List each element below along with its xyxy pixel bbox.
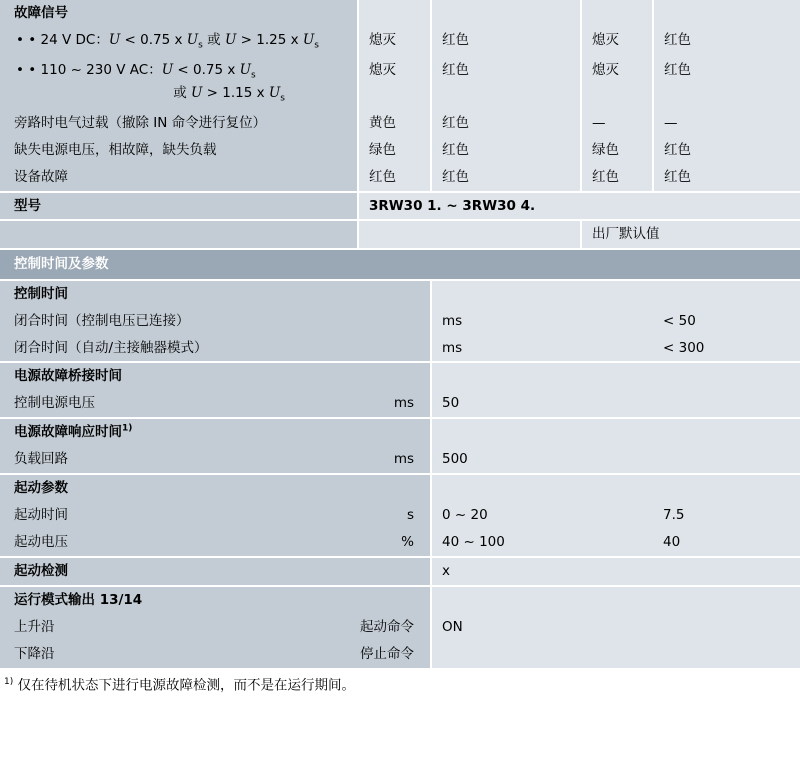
fault-row-110-230vac-v4: 红色 bbox=[664, 61, 691, 78]
row-control-supply-voltage-label-cell bbox=[0, 390, 431, 418]
row-rising-edge-value-cell bbox=[431, 614, 653, 641]
fault-row-device-fault-v3-cell bbox=[581, 164, 653, 192]
fault-row-24vdc-v2-cell bbox=[431, 27, 581, 57]
fault-row-110-230vac-v1-cell bbox=[358, 57, 431, 110]
fault-row-overload-label-cell bbox=[0, 110, 358, 137]
fault-row-device-fault-v3: 红色 bbox=[592, 168, 619, 185]
row-start-time-label-cell bbox=[0, 502, 431, 529]
model-value-cell bbox=[358, 192, 800, 221]
row-closing-time-connected-label: 闭合时间（控制电压已连接） bbox=[14, 312, 190, 329]
row-falling-edge bbox=[0, 641, 800, 668]
fault-row-110-230vac-label: • • 110 ~ 230 V AC：U < 0.75 x $U_s$ 或 U > 1.15 x $U_s$ bbox=[16, 61, 285, 104]
row-falling-edge-value bbox=[432, 641, 653, 655]
row-closing-time-connected-value-cell bbox=[653, 308, 800, 335]
fault-row-missing-supply-v4-cell bbox=[653, 137, 800, 164]
group-start-params-right bbox=[653, 474, 800, 502]
fault-row-overload-v1-cell bbox=[358, 110, 431, 137]
model-row bbox=[0, 192, 800, 221]
group-start-params-heading-row bbox=[0, 474, 800, 502]
row-start-time bbox=[0, 502, 800, 529]
row-control-supply-voltage-unit: ms bbox=[393, 395, 414, 412]
row-closing-time-connected-value: < 50 bbox=[663, 312, 696, 329]
model-label-cell bbox=[0, 192, 358, 221]
fault-row-overload-v3: — bbox=[592, 114, 606, 131]
row-control-supply-voltage-default-cell bbox=[653, 390, 800, 418]
fault-col1-header bbox=[358, 0, 431, 27]
row-load-circuit-row bbox=[0, 446, 430, 473]
row-closing-time-connected-unit: ms bbox=[442, 312, 463, 329]
fault-row-device-fault bbox=[0, 164, 800, 192]
group-control-time-heading-cell bbox=[0, 280, 431, 308]
row-closing-time-connected-label-cell bbox=[0, 308, 431, 335]
fault-col2-header bbox=[431, 0, 581, 27]
fault-row-overload-v1: 黄色 bbox=[369, 114, 396, 131]
factory-default-label: 出厂默认值 bbox=[592, 226, 660, 243]
row-closing-time-auto-unit-cell bbox=[431, 335, 653, 363]
group-response-time-right bbox=[653, 418, 800, 446]
fault-row-missing-supply-v3: 绿色 bbox=[592, 141, 619, 158]
fault-row-missing-supply-v2: 红色 bbox=[442, 141, 469, 158]
row-falling-edge-value-cell bbox=[431, 641, 653, 668]
fault-section-header-row bbox=[0, 0, 800, 27]
fault-row-24vdc-label: • • 24 V DC：U < 0.75 x $U_s$ 或 U > 1.25 x $U_s$ bbox=[16, 31, 319, 51]
group-bridging-time-heading-row bbox=[0, 362, 800, 390]
fault-row-missing-supply bbox=[0, 137, 800, 164]
row-rising-edge-default bbox=[653, 614, 800, 628]
row-start-voltage-label-cell bbox=[0, 529, 431, 557]
group-response-time-heading-row bbox=[0, 418, 800, 446]
row-start-time-default-cell bbox=[653, 502, 800, 529]
group-bridging-time-right bbox=[653, 362, 800, 390]
fault-row-110-230vac-v2: 红色 bbox=[442, 61, 469, 78]
group-mode-output-heading-row bbox=[0, 586, 800, 614]
fault-row-24vdc-v3-cell bbox=[581, 27, 653, 57]
row-load-circuit-default bbox=[653, 446, 800, 460]
group-mode-output-heading-cell bbox=[0, 586, 431, 614]
fault-row-overload-v4-cell bbox=[653, 110, 800, 137]
fault-row-24vdc-v4-cell bbox=[653, 27, 800, 57]
fault-section-title: 故障信号 bbox=[14, 5, 68, 21]
group-start-detection-row bbox=[0, 557, 800, 586]
row-start-time-range-cell bbox=[431, 502, 653, 529]
row-control-supply-voltage-value-cell bbox=[431, 390, 653, 418]
fault-row-110-230vac bbox=[0, 57, 800, 110]
fault-row-missing-supply-v1-cell bbox=[358, 137, 431, 164]
row-start-voltage-default: 40 bbox=[663, 533, 681, 550]
group-response-time-heading-cell bbox=[0, 418, 431, 446]
row-control-supply-voltage-default bbox=[653, 390, 800, 404]
fault-row-overload-v2-cell bbox=[431, 110, 581, 137]
row-rising-edge-value: ON bbox=[442, 618, 463, 635]
fault-row-24vdc-v1-cell bbox=[358, 27, 431, 57]
group-mode-output-right bbox=[653, 586, 800, 614]
group-start-detection-value-cell bbox=[431, 557, 653, 586]
fault-row-device-fault-label: 设备故障 bbox=[14, 168, 68, 185]
fault-row-110-230vac-v4-cell bbox=[653, 57, 800, 110]
group-start-params-heading-cell bbox=[0, 474, 431, 502]
fault-row-missing-supply-v2-cell bbox=[431, 137, 581, 164]
row-closing-time-auto-label: 闭合时间（自动/主接触器模式） bbox=[14, 339, 208, 356]
group-mode-output-heading: 运行模式输出 13/14 bbox=[14, 591, 143, 608]
row-rising-edge-label: 上升沿 bbox=[14, 618, 55, 635]
row-falling-edge-command: 停止命令 bbox=[360, 645, 414, 662]
row-falling-edge-label-cell bbox=[0, 641, 431, 668]
fault-row-missing-supply-label: 缺失电源电压，相故障，缺失负载 bbox=[14, 141, 217, 158]
row-control-supply-voltage-value: 50 bbox=[442, 395, 460, 412]
control-section-band-title: 控制时间及参数 bbox=[0, 250, 800, 278]
factory-default-label-cell bbox=[581, 220, 800, 249]
fault-row-24vdc-v2: 红色 bbox=[442, 31, 469, 48]
row-start-time-label: 起动时间 bbox=[14, 507, 68, 524]
row-start-voltage-range-cell bbox=[431, 529, 653, 557]
group-start-detection-right bbox=[653, 557, 800, 586]
fault-row-24vdc bbox=[0, 27, 800, 57]
row-load-circuit-value-cell bbox=[431, 446, 653, 474]
row-start-voltage-row bbox=[0, 529, 430, 556]
group-bridging-time-mid bbox=[431, 362, 653, 390]
model-label: 型号 bbox=[14, 197, 41, 214]
fault-row-110-230vac-label-cell bbox=[0, 57, 358, 110]
row-start-time-default: 7.5 bbox=[663, 507, 685, 524]
fault-row-device-fault-v2: 红色 bbox=[442, 168, 469, 185]
group-bridging-time-heading: 电源故障桥接时间 bbox=[14, 368, 122, 385]
fault-row-110-230vac-v1: 熄灭 bbox=[369, 61, 396, 78]
fault-row-device-fault-v2-cell bbox=[431, 164, 581, 192]
fault-row-24vdc-v4: 红色 bbox=[664, 31, 691, 48]
row-rising-edge-label-cell bbox=[0, 614, 431, 641]
row-load-circuit-label: 负载回路 bbox=[14, 451, 68, 468]
group-start-detection-value: x bbox=[442, 562, 450, 579]
row-load-circuit-unit: ms bbox=[393, 451, 414, 468]
control-section-band-row bbox=[0, 249, 800, 279]
row-rising-edge-row bbox=[0, 614, 430, 641]
row-control-supply-voltage-label: 控制电源电压 bbox=[14, 395, 95, 412]
row-falling-edge-label: 下降沿 bbox=[14, 645, 55, 662]
row-falling-edge-default-cell bbox=[653, 641, 800, 668]
factory-default-empty-label bbox=[0, 220, 358, 249]
factory-default-empty-mid bbox=[358, 220, 581, 249]
row-rising-edge-command: 起动命令 bbox=[360, 618, 414, 635]
row-closing-time-auto-unit: ms bbox=[442, 339, 463, 356]
fault-col4-header bbox=[653, 0, 800, 27]
fault-row-110-230vac-v3: 熄灭 bbox=[592, 61, 619, 78]
control-section-band-cell bbox=[0, 249, 800, 279]
row-control-supply-voltage bbox=[0, 390, 800, 418]
fault-row-overload-v3-cell bbox=[581, 110, 653, 137]
row-start-voltage-unit: % bbox=[401, 533, 414, 550]
row-start-time-row bbox=[0, 502, 430, 529]
fault-row-missing-supply-label-cell bbox=[0, 137, 358, 164]
group-start-params-heading: 起动参数 bbox=[14, 480, 68, 497]
row-load-circuit-label-cell bbox=[0, 446, 431, 474]
row-rising-edge bbox=[0, 614, 800, 641]
fault-col3-header bbox=[581, 0, 653, 27]
row-closing-time-connected bbox=[0, 308, 800, 335]
fault-row-device-fault-v1: 红色 bbox=[369, 168, 396, 185]
group-response-time-heading: 电源故障响应时间$^{1)}$ bbox=[14, 423, 133, 441]
footnote bbox=[0, 668, 800, 695]
fault-row-24vdc-v1: 熄灭 bbox=[369, 31, 396, 48]
fault-row-device-fault-v4-cell bbox=[653, 164, 800, 192]
row-control-supply-voltage-row bbox=[0, 390, 430, 417]
group-start-detection-heading-cell bbox=[0, 557, 431, 586]
row-start-voltage-range: 40 ~ 100 bbox=[442, 533, 505, 550]
group-mode-output-mid bbox=[431, 586, 653, 614]
group-control-time-right bbox=[653, 280, 800, 308]
row-closing-time-connected-unit-cell bbox=[431, 308, 653, 335]
factory-default-row bbox=[0, 220, 800, 249]
fault-row-missing-supply-v1: 绿色 bbox=[369, 141, 396, 158]
fault-row-missing-supply-v4: 红色 bbox=[664, 141, 691, 158]
group-control-time-heading-row bbox=[0, 280, 800, 308]
model-value: 3RW30 1. ~ 3RW30 4. bbox=[369, 197, 536, 214]
footnote-text: 仅在待机状态下进行电源故障检测，而不是在运行期间。 bbox=[17, 677, 356, 694]
footnote-marker: 1) bbox=[4, 676, 14, 687]
fault-row-overload-label: 旁路时电气过载（撤除 IN 命令进行复位） bbox=[14, 114, 267, 131]
fault-row-110-230vac-v3-cell bbox=[581, 57, 653, 110]
group-response-time-footnote-marker: 1) bbox=[122, 423, 133, 434]
row-start-voltage-label: 起动电压 bbox=[14, 533, 68, 550]
fault-row-missing-supply-v3-cell bbox=[581, 137, 653, 164]
fault-row-overload bbox=[0, 110, 800, 137]
row-start-voltage-default-cell bbox=[653, 529, 800, 557]
row-closing-time-auto-value-cell bbox=[653, 335, 800, 363]
group-start-params-mid bbox=[431, 474, 653, 502]
group-control-time-heading: 控制时间 bbox=[14, 285, 68, 302]
group-bridging-time-heading-cell bbox=[0, 362, 431, 390]
fault-row-overload-v4: — bbox=[664, 114, 678, 131]
fault-row-24vdc-v3: 熄灭 bbox=[592, 31, 619, 48]
row-load-circuit-value: 500 bbox=[442, 451, 468, 468]
row-start-voltage bbox=[0, 529, 800, 557]
fault-row-device-fault-label-cell bbox=[0, 164, 358, 192]
row-start-time-range: 0 ~ 20 bbox=[442, 507, 488, 524]
row-load-circuit-default-cell bbox=[653, 446, 800, 474]
row-falling-edge-row bbox=[0, 641, 430, 668]
row-closing-time-auto-value: < 300 bbox=[663, 339, 705, 356]
group-control-time-mid bbox=[431, 280, 653, 308]
row-closing-time-auto bbox=[0, 335, 800, 363]
group-response-time-mid bbox=[431, 418, 653, 446]
fault-row-110-230vac-v2-cell bbox=[431, 57, 581, 110]
group-start-detection-heading: 起动检测 bbox=[14, 562, 68, 579]
fault-section-title-cell bbox=[0, 0, 358, 27]
row-falling-edge-default bbox=[653, 641, 800, 655]
row-rising-edge-default-cell bbox=[653, 614, 800, 641]
row-start-time-unit: s bbox=[406, 507, 414, 524]
fault-row-device-fault-v4: 红色 bbox=[664, 168, 691, 185]
row-closing-time-auto-label-cell bbox=[0, 335, 431, 363]
row-load-circuit bbox=[0, 446, 800, 474]
fault-row-overload-v2: 红色 bbox=[442, 114, 469, 131]
fault-row-device-fault-v1-cell bbox=[358, 164, 431, 192]
fault-row-24vdc-label-cell bbox=[0, 27, 358, 57]
